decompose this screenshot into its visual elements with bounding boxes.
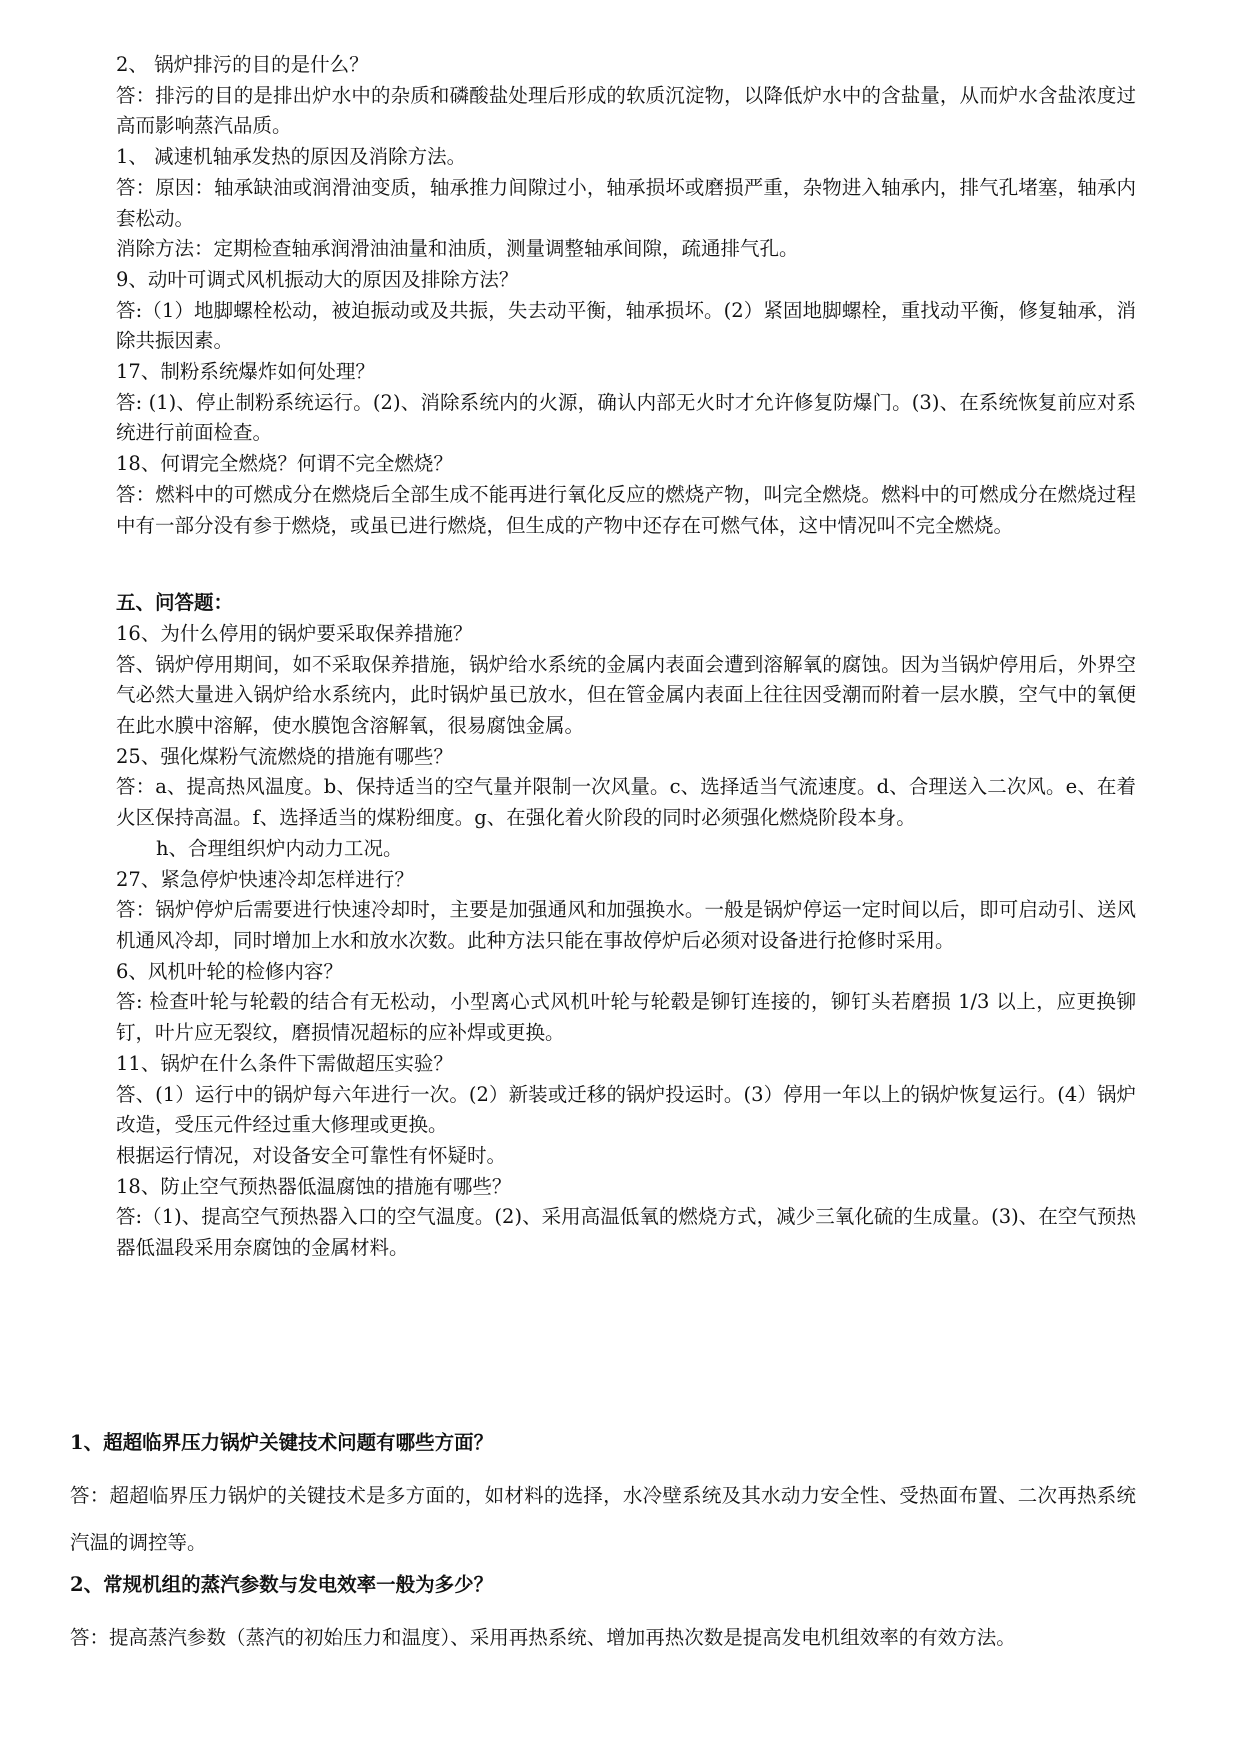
question: 11、锅炉在什么条件下需做超压实验？ bbox=[116, 1051, 453, 1075]
question: 16、为什么停用的锅炉要采取保养措施？ bbox=[116, 621, 473, 645]
answer: 答: (1)、停止制粉系统运行。(2)、消除系统内的火源，确认内部无火时才允许修复防爆门。(3)、在系统恢复前应对系统进行前面检查。 bbox=[116, 390, 1136, 445]
bold-question: 2、常规机组的蒸汽参数与发电效率一般为多少？ bbox=[70, 1573, 494, 1596]
question: 18、何谓完全燃烧？何谓不完全燃烧？ bbox=[116, 452, 453, 476]
lower-section bbox=[70, 1428, 1136, 1665]
spacer bbox=[116, 541, 1136, 588]
answer: 答：排污的目的是排出炉水中的杂质和磷酸盐处理后形成的软质沉淀物，以降低炉水中的含盐量，从而炉水含盐浓度过高而影响蒸汽品质。 bbox=[116, 83, 1136, 138]
answer: 答: 检查叶轮与轮毂的结合有无松动，小型离心式风机叶轮与轮毂是铆钉连接的，铆钉头若磨损 1/3 以上，应更换铆钉，叶片应无裂纹，磨损情况超标的应补焊或更换。 bbox=[116, 990, 1136, 1045]
question: 17、制粉系统爆炸如何处理？ bbox=[116, 360, 375, 384]
answer: 答、(1）运行中的锅炉每六年进行一次。(2）新装或迁移的锅炉投运时。(3）停用一年以上的锅炉恢复运行。(4）锅炉改造，受压元件经过重大修理或更换。 bbox=[116, 1082, 1136, 1137]
answer: 答：a、提高热风温度。b、保持适当的空气量并限制一次风量。c、选择适当气流速度。d、合理送入二次风。e、在着火区保持高温。f、选择适当的煤粉细度。g、在强化着火阶段的同时必须强化燃烧阶段本身。 bbox=[116, 775, 1136, 830]
section-heading: 五、问答题： bbox=[116, 591, 234, 615]
question: 2、 锅炉排污的目的是什么？ bbox=[116, 53, 369, 76]
answer: 答:（1）地脚螺栓松动，被迫振动或及共振，失去动平衡，轴承损坏。(2）紧固地脚螺栓，重找动平衡，修复轴承，消除共振因素。 bbox=[116, 298, 1136, 353]
question: 27、紧急停炉快速冷却怎样进行？ bbox=[116, 867, 414, 891]
answer-continuation: h、合理组织炉内动力工况。 bbox=[156, 836, 403, 860]
answer: 答：超超临界压力锅炉的关键技术是多方面的，如材料的选择，水冷壁系统及其水动力安全性、受热面布置、二次再热系统汽温的调控等。 bbox=[70, 1484, 1136, 1554]
question: 18、防止空气预热器低温腐蚀的措施有哪些？ bbox=[116, 1174, 512, 1198]
question: 25、强化煤粉气流燃烧的措施有哪些？ bbox=[116, 744, 453, 768]
answer: 答：原因：轴承缺油或润滑油变质，轴承推力间隙过小，轴承损坏或磨损严重，杂物进入轴承内，排气孔堵塞，轴承内套松动。 bbox=[116, 175, 1136, 230]
upper-section bbox=[116, 50, 1136, 1264]
question: 9、动叶可调式风机振动大的原因及排除方法？ bbox=[116, 267, 519, 291]
answer: 答：燃料中的可燃成分在燃烧后全部生成不能再进行氧化反应的燃烧产物，叫完全燃烧。燃料中的可燃成分在燃烧过程中有一部分没有参于燃烧，或虽已进行燃烧，但生成的产物中还存在可燃气体，这中情况叫不完全燃烧。 bbox=[116, 482, 1136, 537]
question: 6、风机叶轮的检修内容？ bbox=[116, 959, 343, 983]
question: 1、 减速机轴承发热的原因及消除方法。 bbox=[116, 145, 467, 169]
answer: 答：锅炉停炉后需要进行快速冷却时，主要是加强通风和加强换水。一般是锅炉停运一定时间以后，即可启动引、送风机通风冷却，同时增加上水和放水次数。此种方法只能在事故停炉后必须对设备进行抢修时采用。 bbox=[116, 898, 1136, 952]
answer: 根据运行情况，对设备安全可靠性有怀疑时。 bbox=[116, 1143, 507, 1167]
bold-question: 1、超超临界压力锅炉关键技术问题有哪些方面？ bbox=[70, 1431, 494, 1454]
answer: 消除方法：定期检查轴承润滑油油量和油质，测量调整轴承间隙，疏通排气孔。 bbox=[116, 237, 799, 261]
answer: 答、锅炉停用期间，如不采取保养措施，锅炉给水系统的金属内表面会遭到溶解氧的腐蚀。因为当锅炉停用后，外界空气必然大量进入锅炉给水系统内，此时锅炉虽已放水，但在管金属内表面上往往因受潮而附着一层水膜，空气中的氧便在此水膜中溶解，使水膜饱含溶解氧，很易腐蚀金属。 bbox=[116, 652, 1136, 738]
answer: 答:（1)、提高空气预热器入口的空气温度。(2)、采用高温低氧的燃烧方式，减少三氧化硫的生成量。(3)、在空气预热器低温段采用奈腐蚀的金属材料。 bbox=[116, 1205, 1136, 1260]
answer: 答：提高蒸汽参数（蒸汽的初始压力和温度）、采用再热系统、增加再热次数是提高发电机组效率的有效方法。 bbox=[70, 1626, 1016, 1649]
